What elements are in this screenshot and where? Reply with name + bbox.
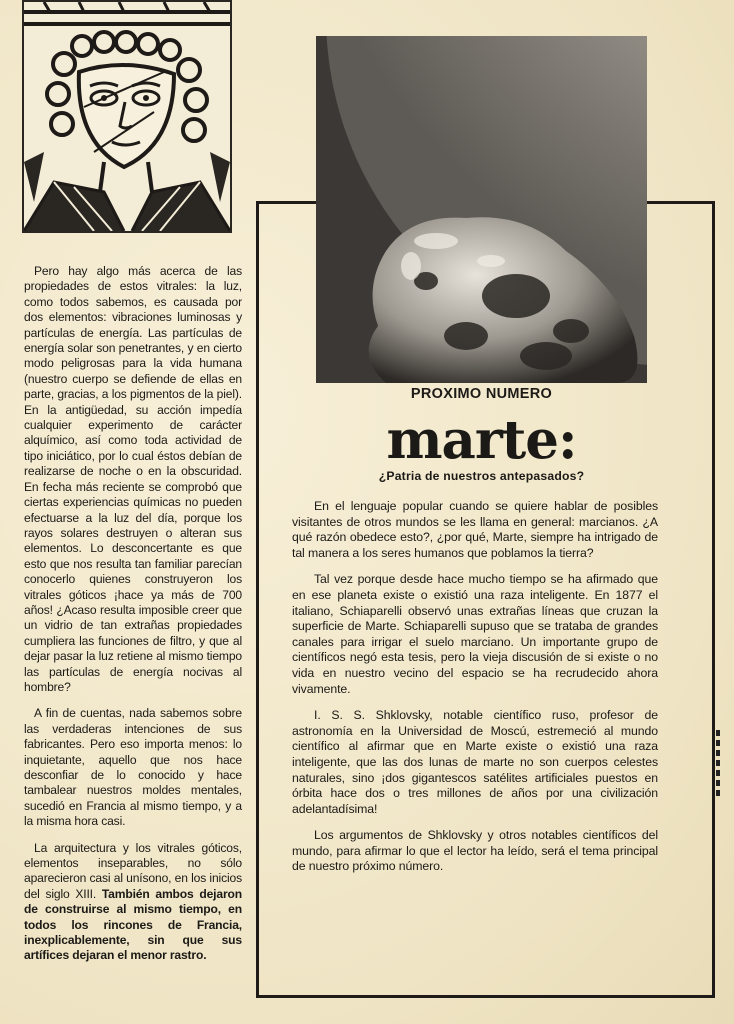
left-closing-plain: La arquitectura y los vitrales góticos, elementos inseparables, no sólo aparecieron casi al unísono, en los inicios del siglo XIII. (24, 840, 242, 901)
feature-subtitle: ¿Patria de nuestros antepasados? (378, 469, 585, 483)
feature-title: marte: (386, 409, 577, 471)
left-closing-bold: También ambos dejaron de construirse al mismo tiempo, en todos los rincones de Francia, inexplicablemente, sin que sus artífices dejaran el menor rastro. (24, 886, 242, 963)
left-article-column (24, 264, 242, 975)
feature-paragraph: Tal vez porque desde hace mucho tiempo se ha afirmado que en ese planeta existe o existió una raza inteligente. En 1877 el italiano, Schiaparelli observó unas extrañas líneas que cruzan la superficie de Marte. Schiaparelli supuso que se trataba de grandes canales para irrigar el suelo marciano. Un importante grupo de científicos negó esta tesis, pero la vieja discusión de si existe o no vida en nuestro vecino del espacio se ha recrudecido ahora vivamente. (292, 572, 658, 696)
feature-paragraph: I. S. S. Shklovsky, notable científico ruso, profesor de astronomía en la Universidad de Moscú, estremeció al mundo científico al afirmar que en Marte existe o existió una raza inteligente, que las dos lunas de marte no son cuerpos celestes naturales, sino ¡dos gigantescos satélites artificiales puestos en órbita hace dos o tres millones de años por una civilización adelantadísima! (292, 708, 658, 816)
stained-glass-illustration (22, 0, 232, 233)
left-paragraph: Pero hay algo más acerca de las propiedades de estos vitrales: la luz, como todos sabemos, es causada por dos elementos: vibraciones luminosas y partículas de energía. Las partículas de energía solar son penetrantes, y en cierto modo peligrosas para la vida humana (nuestro cuerpo se defiende de ellas en parte, gracias, a los pigmentos de la piel). En la antigüedad, su acción impedía cualquier experimento de carácter alquímico, así como toda actividad de tipo iniciático, por lo cual éstos debían de realizarse de noche o en la obscuridad. En fecha más reciente se comprobó que ciertas experiencias químicas no pueden efectuarse a la luz del día, porque los rayos solares destruyen o alteran sus elementos. Lo desconcertante es que esto que nos resulta tan familiar parecían conocerlo quienes construyeron los vitrales góticos ¡hace ya más de 700 años! ¿Acaso resulta imposible creer que un vidrio de tan extrañas propiedades cumpliera las funciones de filtro, y que al dejar pasar la luz retiene al mismo tiempo las partículas de energía nocivas al hombre? (24, 264, 242, 694)
feature-paragraph: En el lenguaje popular cuando se quiere hablar de posibles visitantes de otros mundos se les llama en general: marcianos. ¿A qué razón obedece esto?, ¿por qué, Marte, siempre ha intrigado de tal manera a los seres humanos que poblamos la tierra? (292, 499, 658, 560)
left-paragraph: A fin de cuentas, nada sabemos sobre las verdaderas intenciones de sus fabricantes. Pero eso importa menos: lo inquietante, aquello que nos hace desconfiar de lo conocido y hace tambalear nuestros moldes mentales, sucedió en Francia al mismo tiempo, y a la misma hora casi. (24, 706, 242, 829)
mars-moon-photo (316, 36, 647, 383)
feature-paragraph: Los argumentos de Shklovsky y otros notables científicos del mundo, para afirmar lo que el lector ha leído, será el tema principal de nuestro próximo número. (292, 828, 658, 874)
next-issue-label: PROXIMO NUMERO (410, 386, 553, 402)
left-closing-paragraph (24, 841, 242, 964)
planet-photo-graphic (316, 36, 647, 383)
page-edge-mark (716, 730, 720, 800)
stained-glass-face-drawing (24, 2, 230, 231)
feature-article-body (292, 499, 658, 886)
